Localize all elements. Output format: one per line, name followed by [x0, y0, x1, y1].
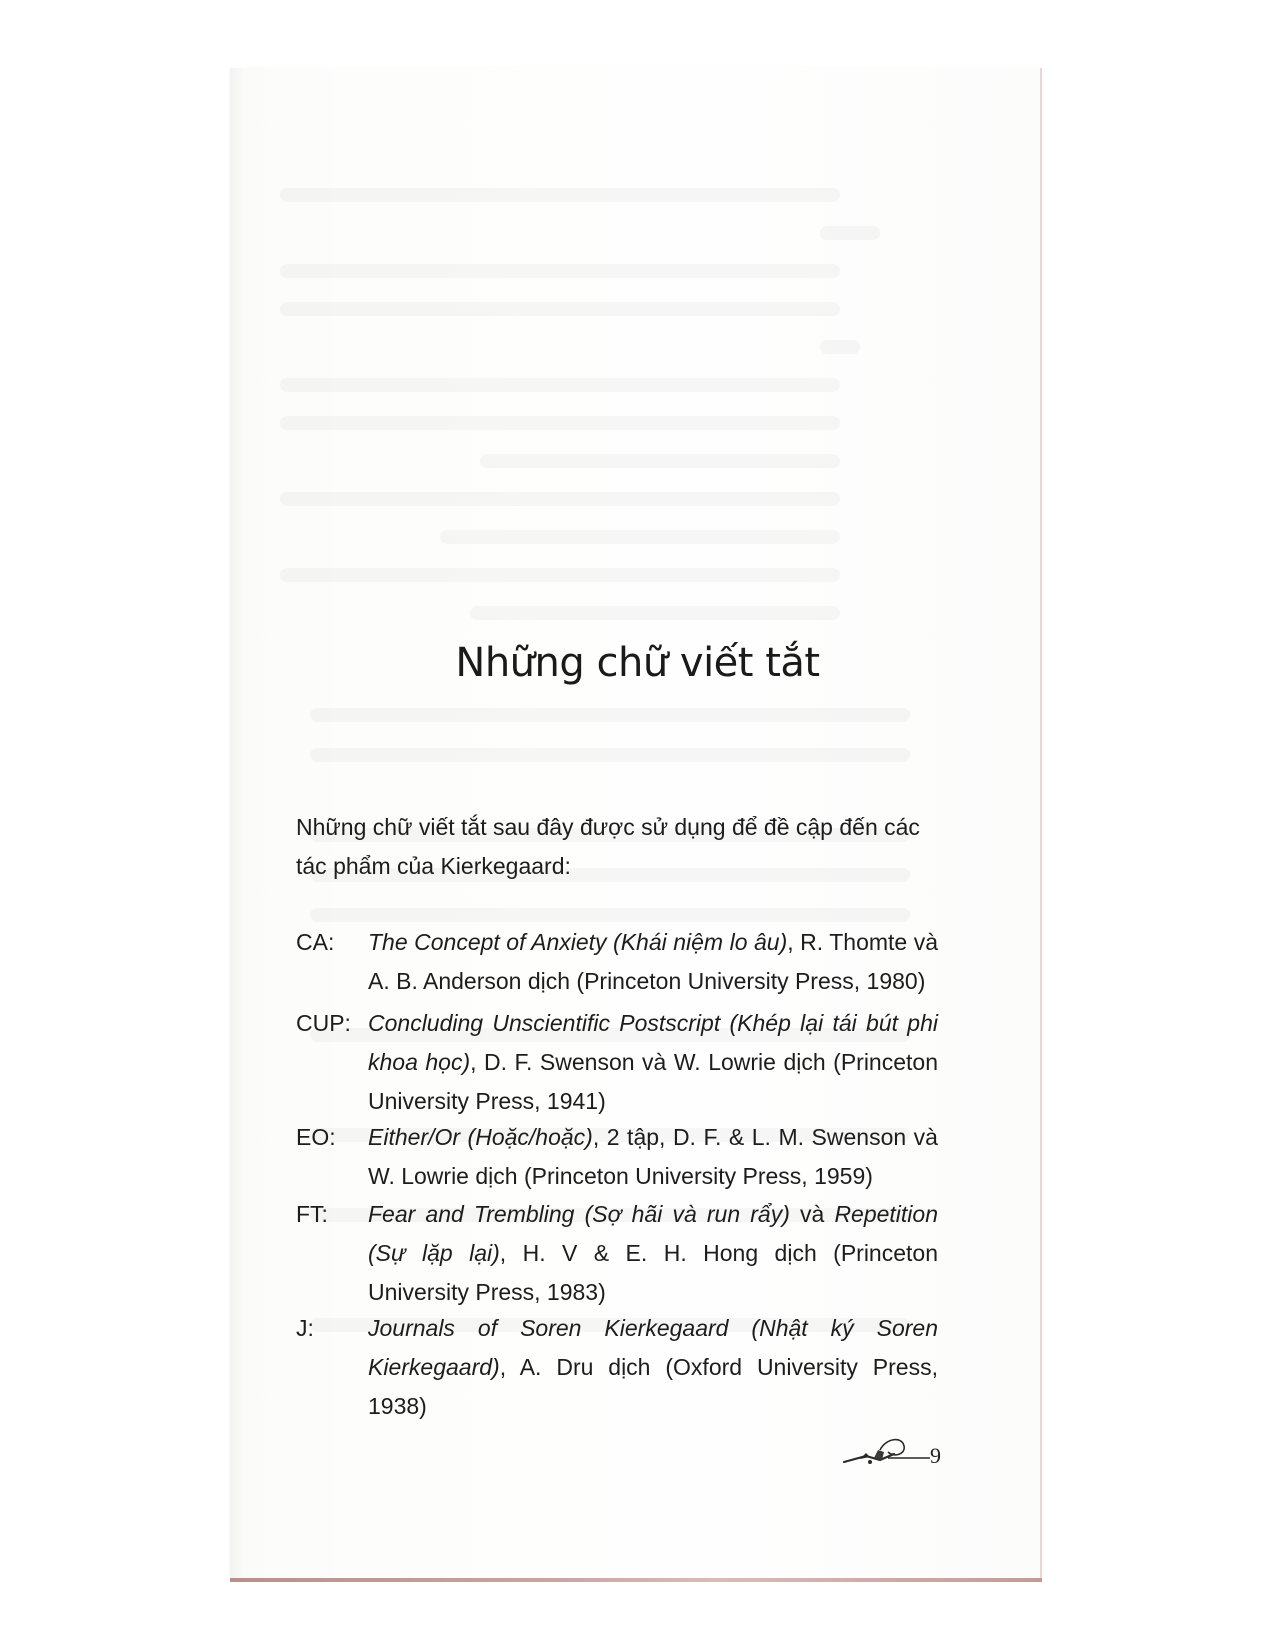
page-edge-bottom — [230, 1578, 1042, 1582]
work-title: The Concept of Anxiety (Khái niệm lo âu) — [368, 929, 788, 955]
abbreviation-code: FT: — [296, 1201, 328, 1227]
abbreviation-description — [368, 923, 938, 1001]
abbreviation-entry-ft — [296, 1195, 938, 1312]
work-details: , D. F. Swenson và W. Lowrie dịch (Princeton University Press, 1941) — [368, 1049, 938, 1114]
abbreviation-list — [296, 923, 939, 1419]
work-title-2: Repetition (Sự lặp lại) — [368, 1201, 939, 1266]
work-details: , R. Thomte và A. B. Anderson dịch (Princeton University Press, 1980) — [368, 929, 938, 994]
abbreviation-code: CA: — [296, 929, 335, 955]
intro-paragraph: Những chữ viết tắt sau đây được sử dụng để đề cập đến các tác phẩm của Kierkegaard: — [296, 814, 920, 879]
abbreviation-code: CUP: — [296, 1010, 351, 1036]
pen-and-scroll-ornament-icon — [840, 1432, 936, 1468]
work-details: , 2 tập, D. F. & L. M. Swenson và W. Lowrie dịch (Princeton University Press, 1959) — [368, 1124, 938, 1189]
page-title: Những chữ viết tắt — [455, 640, 820, 686]
abbreviation-entry-j — [296, 1309, 938, 1419]
work-title: Concluding Unscientific Postscript (Khép lại tái bút phi khoa học) — [368, 1010, 938, 1075]
abbreviation-description — [368, 1004, 938, 1121]
work-title: Journals of Soren Kierkegaard (Nhật ký Soren Kierkegaard) — [368, 1315, 938, 1380]
page-edge-right — [1040, 68, 1042, 1582]
abbreviation-entry-eo — [296, 1118, 938, 1196]
work-title: Either/Or (Hoặc/hoặc) — [368, 1124, 593, 1150]
page-number: 9 — [930, 1443, 941, 1468]
abbreviation-code: EO: — [296, 1124, 336, 1150]
work-title: Fear and Trembling (Sợ hãi và run rẩy) — [368, 1201, 790, 1227]
abbreviation-description — [368, 1118, 938, 1196]
abbreviation-description — [368, 1309, 938, 1426]
abbreviation-description — [368, 1195, 938, 1312]
abbreviation-code: J: — [296, 1315, 314, 1341]
abbreviation-entry-cup — [296, 1004, 938, 1120]
abbreviation-entry-ca — [296, 923, 938, 1000]
work-details: , H. V & E. H. Hong dịch (Princeton University Press, 1983) — [368, 1240, 938, 1305]
work-details: , A. Dru dịch (Oxford University Press, 1938) — [368, 1354, 938, 1419]
work-connector: và — [789, 1201, 835, 1227]
